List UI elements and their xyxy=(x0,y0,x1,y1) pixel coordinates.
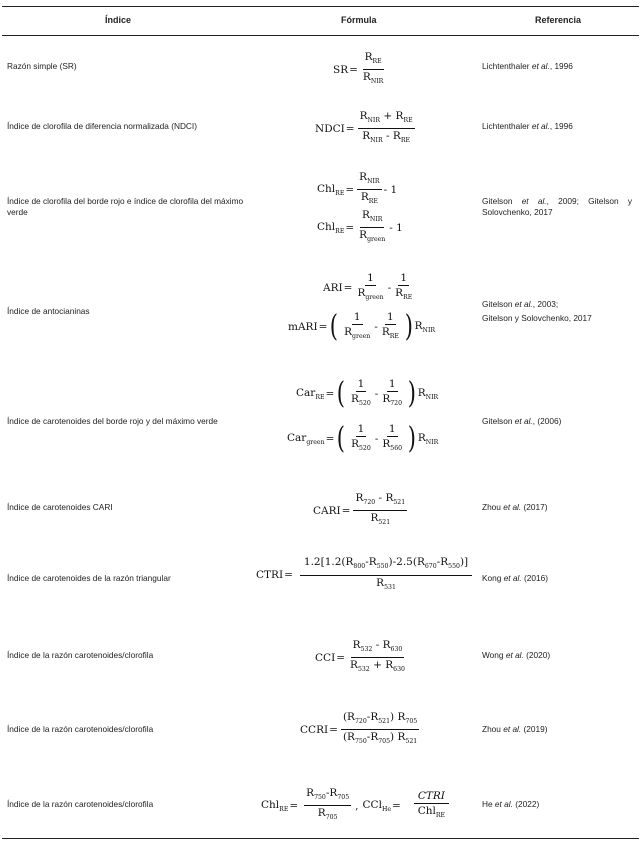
row-8-reference: Wong et al. (2020) xyxy=(482,650,551,660)
formula-ndci: NDCI = $\frac{R_{NIR} + R_{RE}}{R_{NIR} - R_{RE}}$ xyxy=(315,110,413,144)
row-7-reference: Kong et al. (2016) xyxy=(482,573,548,583)
formula-chl-green: Chl$_{RE}$ = $\frac{R_{NIR}}{R_{green}}$ - 1 xyxy=(317,209,403,243)
row-2-reference: Lichtenthaler et al., 1996 xyxy=(482,121,573,131)
formula-sr: SR = $\frac{R_{RE}}{R_{NIR}}$ xyxy=(333,51,384,85)
row-7-index: Índice de carotenoides de la razón triangular xyxy=(7,573,171,583)
formula-ari: ARI = $\frac{1}{R_{green}}$ - $\frac{1}{R_{RE}}$ xyxy=(323,272,413,301)
row-3-index: Índice de clorofila del borde rojo e índice de clorofila del máximo verde xyxy=(7,196,244,217)
row-8-index: Índice de la razón carotenoides/clorofila xyxy=(7,650,154,660)
row-4-index: Índice de antocianinas xyxy=(7,306,90,316)
row-5-index: Índice de carotenoides del borde rojo y del máximo verde xyxy=(7,416,218,426)
row-10-index: Índice de la razón carotenoides/clorofila xyxy=(7,799,154,809)
formula-ctri: CTRI = $\frac{1.2[1.2(R_{800}-R_{550})-2.5(R_{670}-R_{550})]}{R_{531}}$ xyxy=(256,556,474,594)
row-2-index: Índice de clorofila de diferencia normalizada (NDCI) xyxy=(7,121,197,131)
formula-ccri: CCRI = $\frac{(R_{720}-R_{521}) R_{705}}{(R_{750}-R_{705}) R_{521}}$ xyxy=(300,711,418,745)
formula-car-re: Car$_{RE}$ = ( $\frac{1}{R_{520}}$ - $\frac{1}{R_{720}}$ ) $R_{NIR}$ xyxy=(296,376,439,411)
row-6-index: Índice de carotenoides CARI xyxy=(7,502,113,512)
formula-mari: mARI = ( $\frac{1}{R_{green}}$ - $\frac{1}{R_{RE}}$ ) $R_{NIR}$ xyxy=(288,309,436,344)
row-5-reference: Gitelson et al., (2006) xyxy=(482,416,562,426)
column-header-referencia: Referencia xyxy=(535,15,582,25)
header-rule xyxy=(2,35,639,36)
row-9-reference: Zhou et al. (2019) xyxy=(482,724,548,734)
row-10-reference: He et al. (2022) xyxy=(482,799,540,809)
top-rule xyxy=(2,6,639,7)
row-6-reference: Zhou et al. (2017) xyxy=(482,502,548,512)
row-1-reference: Lichtenthaler et al., 1996 xyxy=(482,61,573,71)
bottom-rule xyxy=(2,838,639,839)
formula-car-green: Car$_{green}$ = ( $\frac{1}{R_{520}}$ - $\frac{1}{R_{560}}$ ) $R_{NIR}$ xyxy=(287,421,439,456)
formula-chl-re: Chl$_{RE}$ = $\frac{R_{NIR}}{R_{RE}}$ - 1 xyxy=(317,171,398,205)
row-3-reference: Gitelson et al., 2009; Gitelson y Solovchenko, 2017 xyxy=(482,196,632,217)
row-4-reference-line2: Gitelson y Solovchenko, 2017 xyxy=(482,313,592,323)
formula-chl-he: Chl$_{RE}$ = $\frac{R_{750}-R_{705}}{R_{705}}$ , CCl$_{He}$ = $\frac{\text{CTRI}}{Chl_{RE}}$ xyxy=(261,787,451,824)
column-header-indice: Índice xyxy=(105,15,132,25)
row-4-reference-line1: Gitelson et al., 2003; xyxy=(482,299,559,309)
formula-cci: CCI = $\frac{R_{532} - R_{630}}{R_{532} + R_{630}}$ xyxy=(315,639,405,673)
formula-cari: CARI = $\frac{R_{720} - R_{521}}{R_{521}}$ xyxy=(313,492,406,526)
column-header-formula: Fórmula xyxy=(341,15,377,25)
row-9-index: Índice de la razón carotenoides/clorofila xyxy=(7,724,154,734)
row-1-index: Razón simple (SR) xyxy=(7,61,77,71)
